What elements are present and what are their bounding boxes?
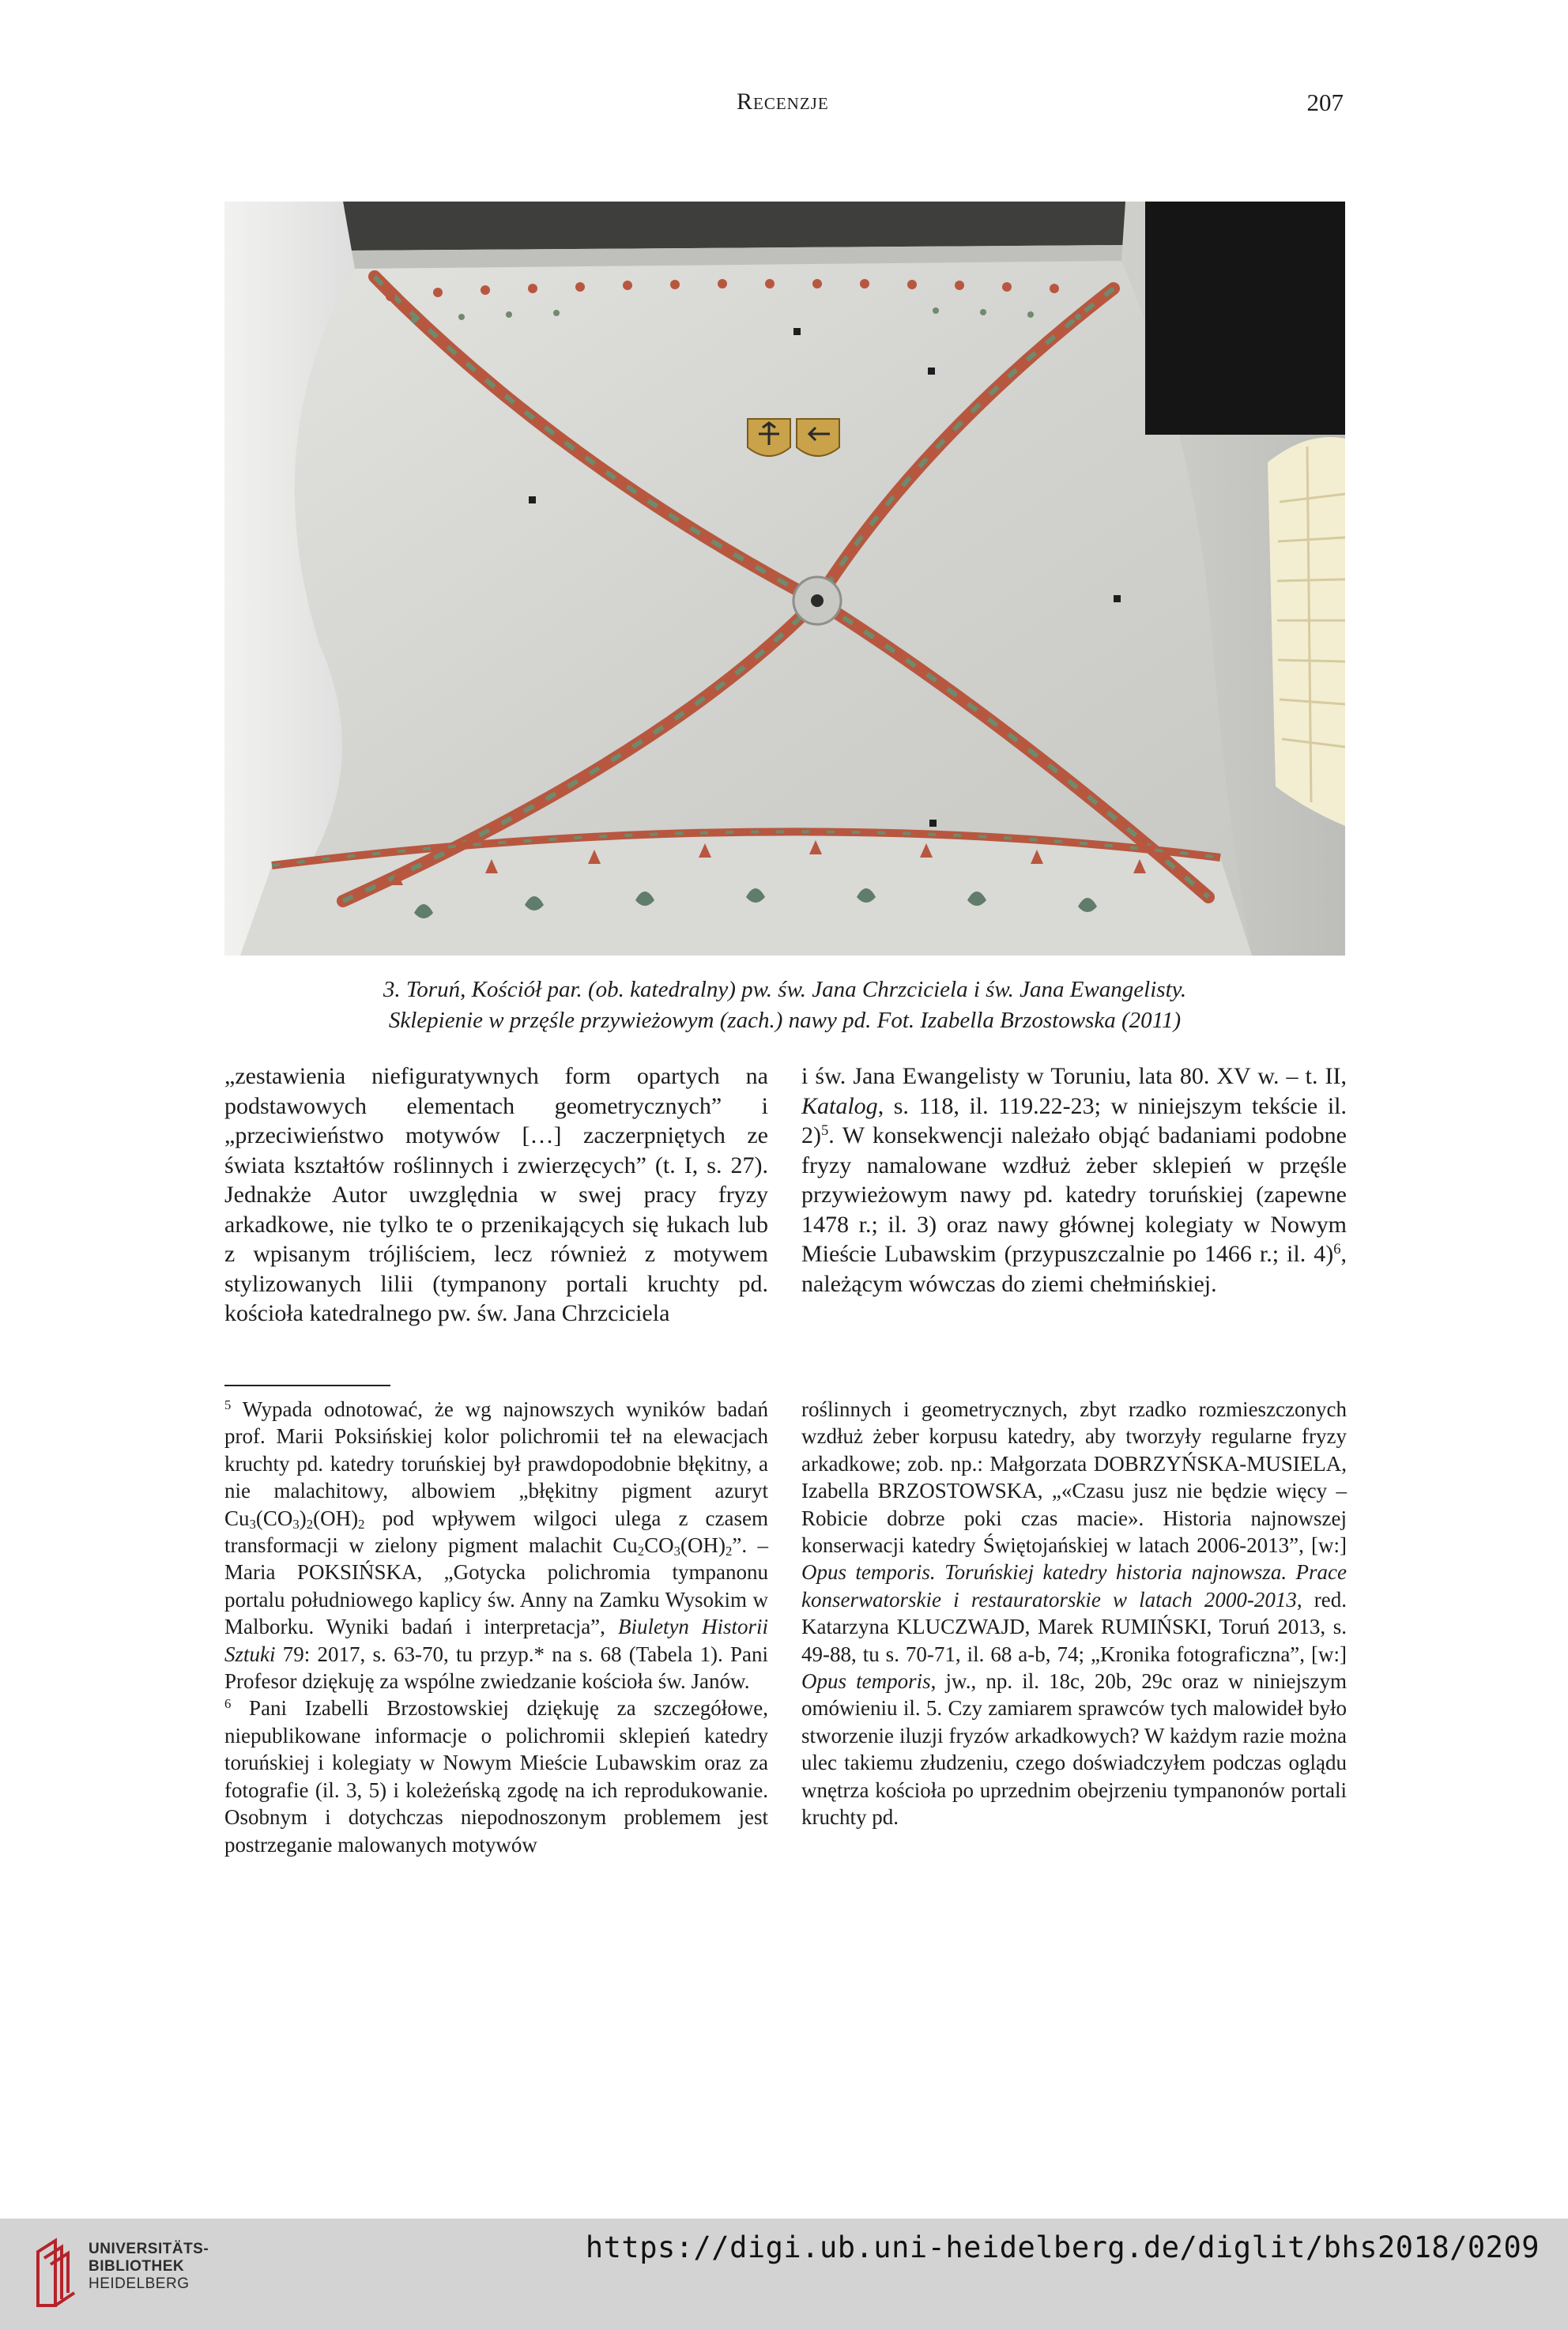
library-name-line-2: BIBLIOTHEK [89, 2258, 185, 2275]
footnote-ref-5[interactable]: 5 [821, 1122, 829, 1139]
figure-vault-photo [224, 202, 1345, 956]
body-paragraph-left: „zestawienia niefiguratywnych form opartych na podstawowych elementach geometrycznych” i „przeciwieństwo motywów […] zaczerpniętych ze świata kształtów roślinnych i zwierzęcych” (t. I, s. 27). Jednakże Autor uwzględnia w swej pracy fryzy arkadkowe, nie tylko te o przenikających się łukach lub z wpisanym trójliściem, lecz również z motywem stylizowanych lilii (tympanony portali kruchty pd. kościoła katedralnego pw. św. Jana Chrzciciela [224, 1063, 768, 1326]
footnote-divider [224, 1385, 390, 1386]
footnote-text: pod wpływem wilgoci ulega z czasem transformacji w zielony pigment malachit Cu [224, 1506, 768, 1558]
subscript: 3 [292, 1516, 300, 1532]
vault-ceiling-photo-icon [224, 202, 1345, 956]
book-title-italic: Opus temporis [801, 1669, 931, 1694]
footnote-text: (OH) [313, 1506, 359, 1530]
library-name-line-1: UNIVERSITÄTS- [89, 2241, 209, 2257]
footnote-number: 6 [224, 1696, 232, 1712]
footnote-text: 79: 2017, s. 63-70, tu przyp.* na s. 68 (Tabela 1). Pani Profesor dziękuję za wspólne zwiedzanie kościoła św. Janów. [224, 1642, 768, 1694]
caption-line-2: Sklepienie w przęśle przywieżowym (zach.) nawy pd. Fot. Izabella Brzostowska (2011) [388, 1008, 1182, 1033]
subscript: 2 [726, 1544, 733, 1559]
footnote-text: (CO [255, 1506, 293, 1530]
library-name [89, 2241, 209, 2293]
footnote-text: Wypada odnotować, że wg najnowszych wyników badań prof. Marii Poksińskiej kolor polichromii teł na elewacjach kruchty pd. katedry toruńskiej był prawdopodobnie błękitny, a nie malachitowy, albowiem „błękitny pigment azuryt Cu [224, 1397, 768, 1530]
footnote-6-continued [801, 1396, 1347, 1831]
library-logo-icon[interactable] [32, 2236, 77, 2310]
footnote-text: roślinnych i geometrycznych, zbyt rzadko rozmieszczonych wzdłuż żeber korpusu katedry, aby tworzyły regularne fryzy arkadkowe; zob. np.: Małgorzata DOBRZYŃSKA-MUSIELA, Izabella BRZOSTOWSKA, „«Czasu jusz nie będzie więcy – Robicie dobrze poki czas macie». Historia najnowszej konserwacji katedry Świętojańskiej w latach 2006-2013”, [w:] [801, 1397, 1347, 1558]
subscript: 2 [306, 1516, 314, 1532]
footnote-number: 5 [224, 1397, 232, 1412]
footnote-text: ”. – Maria POKSIŃSKA, „Gotycka polichromia tympanonu portalu południowego kaplicy św. Anny na Zamku Wysokim w Malborku. Wyniki badań i interpretacja”, [224, 1533, 769, 1639]
subscript: 3 [673, 1544, 681, 1559]
footnote-ref-6[interactable]: 6 [1333, 1240, 1341, 1257]
footnotes-column-left [224, 1396, 768, 1858]
footnotes-column-right [801, 1396, 1347, 1831]
page-number: 207 [1306, 89, 1344, 116]
journal-title-italic: Biuletyn Historii Sztuki [224, 1615, 768, 1666]
permalink-url[interactable]: https://digi.ub.uni-heidelberg.de/diglit/bhs2018/0209 [585, 2230, 1540, 2264]
body-text: . W konsekwencji należało objąć badaniami podobne fryzy namalowane wzdłuż żeber sklepień w przęśle przywieżowym nawy pd. katedry toruńskiej (zapewne 1478 r.; il. 3) oraz nawy głównej kolegiaty w Nowym Mieście Lubawskim (przypuszczalnie po 1466 r.; il. 4) [801, 1122, 1347, 1267]
body-column-right [801, 1061, 1347, 1299]
footnote-text: , red. Katarzyna KLUCZWAJD, Marek RUMIŃSKI, Toruń 2013, s. 49-88, tu s. 70-71, il. 68 a-b, 74; „Kronika fotograficzna”, [w:] [801, 1587, 1347, 1666]
body-column-left [224, 1061, 768, 1329]
figure-caption [224, 975, 1345, 1036]
section-title: Recenzje [737, 89, 829, 115]
footnote-text: , jw., np. il. 18c, 20b, 29c oraz w niniejszym omówieniu il. 5. Czy zamiarem sprawców tych malowideł było stworzenie iluzji fryzów arkadkowych? W każdym razie można ulec takiemu złudzeniu, czego doświadczyłem podczas oglądu wnętrza kościoła po uprzednim obejrzeniu tympanonów portali kruchty pd. [801, 1669, 1348, 1830]
footnote-text: ) [299, 1506, 307, 1530]
subscript: 3 [249, 1516, 256, 1532]
caption-line-1: 3. Toruń, Kościół par. (ob. katedralny) pw. św. Jana Chrzciciela i św. Jana Ewangelisty. [383, 977, 1187, 1002]
body-text: , należącym wówczas do ziemi chełmińskiej. [801, 1241, 1347, 1297]
body-paragraph-right [801, 1061, 1347, 1299]
body-text: , s. 118, il. 119.22-23; w niniejszym tekście il. 2) [801, 1092, 1347, 1148]
catalog-italic: Katalog [801, 1092, 878, 1119]
subscript: 2 [637, 1544, 645, 1559]
footnote-text: Pani Izabelli Brzostowskiej dziękuję za szczegółowe, niepublikowane informacje o polichromii sklepień katedry toruńskiej i kolegiaty w Nowym Mieście Lubawskim oraz za fotografie (il. 3, 5) i koleżeńską zgodę na ich reprodukowanie. Osobnym i dotychczas niepodnoszonym problemem jest postrzeganie malowanych motywów [224, 1696, 768, 1857]
subscript: 2 [358, 1516, 365, 1532]
footnote-5 [224, 1396, 768, 1695]
running-head [0, 89, 1568, 120]
footnote-6 [224, 1695, 768, 1857]
library-name-line-3: HEIDELBERG [89, 2275, 190, 2292]
body-text: i św. Jana Ewangelisty w Toruniu, lata 80. XV w. – t. II, [801, 1063, 1347, 1089]
footnote-text: CO [644, 1533, 674, 1558]
footnote-text: (OH) [680, 1533, 726, 1558]
book-title-italic: Opus temporis. Toruńskiej katedry historia najnowsza. Prace konserwatorskie i restauratorskie w latach 2000-2013 [801, 1560, 1347, 1612]
